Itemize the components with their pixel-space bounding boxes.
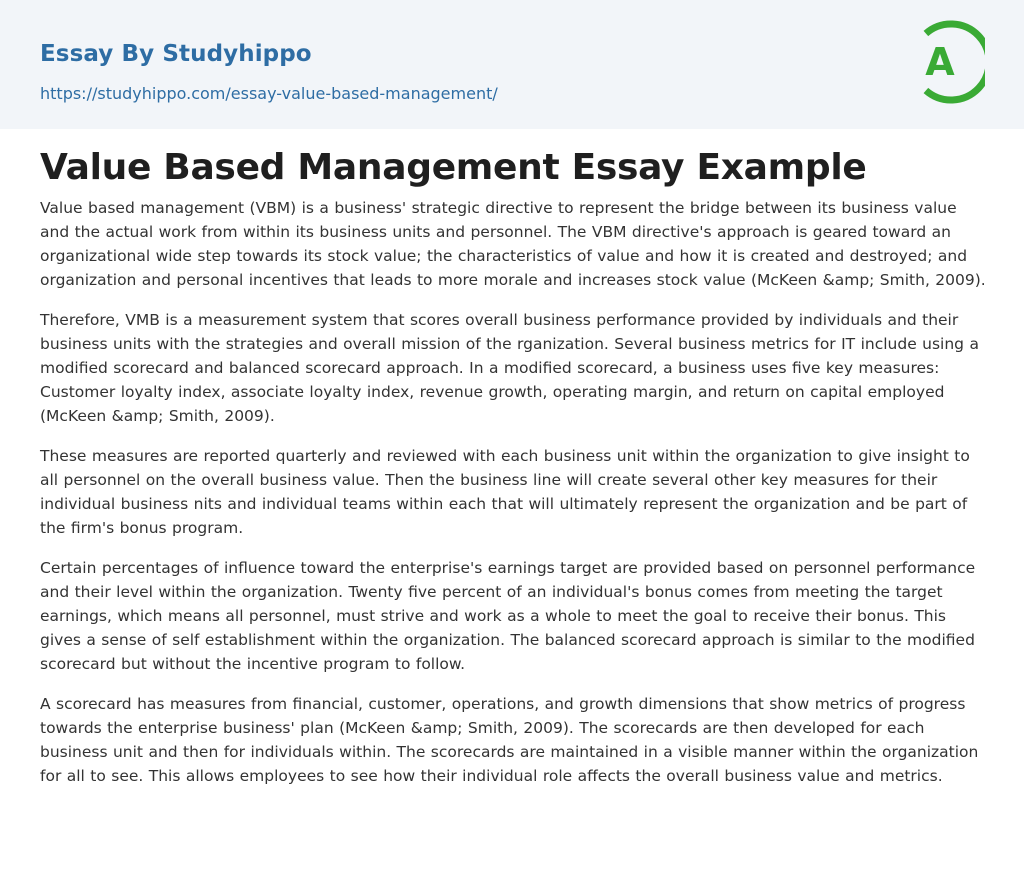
studyhippo-logo-icon[interactable] <box>913 20 985 104</box>
essay-url-link[interactable]: https://studyhippo.com/essay-value-based-management/ <box>40 84 498 103</box>
paragraph-3: These measures are reported quarterly and reviewed with each business unit within the organization to give insight to all personnel on the overall business value. Then the business line will create several other key measures for their individual business nits and individual teams within each that will ultimately represent the organization and be part of the firm's bonus program. <box>40 447 970 537</box>
article-body <box>40 146 990 804</box>
paragraph-2: Therefore, VMB is a measurement system that scores overall business performance provided by individuals and their business units with the strategies and overall mission of the rganization. Several business metrics for IT include using a modified scorecard and balanced scorecard approach. In a modified scorecard, a business uses five key measures: Customer loyalty index, associate loyalty index, revenue growth, operating margin, and return on capital employed (McKeen &amp; Smith, 2009). <box>40 311 979 425</box>
page-header <box>0 0 1024 129</box>
page-title: Value Based Management Essay Example <box>40 147 867 188</box>
paragraph-1: Value based management (VBM) is a business' strategic directive to represent the bridge between its business value and the actual work from within its business units and personnel. The VBM directive's approach is geared toward an organizational wide step towards its stock value; the characteristics of value and how it is created and destroyed; and organization and personal incentives that leads to more morale and increases stock value (McKeen &amp; Smith, 2009). <box>40 199 986 289</box>
paragraph-5: A scorecard has measures from financial, customer, operations, and growth dimensions that show metrics of progress towards the enterprise business' plan (McKeen &amp; Smith, 2009). The scorecards are then developed for each business unit and then for individuals within. The scorecards are maintained in a visible manner within the organization for all to see. This allows employees to see how their individual role affects the overall business value and metrics. <box>40 695 979 785</box>
brand-title[interactable]: Essay By Studyhippo <box>40 41 312 67</box>
paragraph-4: Certain percentages of influence toward the enterprise's earnings target are provided based on personnel performance and their level within the organization. Twenty five percent of an individual's bonus comes from meeting the target earnings, which means all personnel, must strive and work as a whole to meet the goal to receive their bonus. This gives a sense of self establishment within the organization. The balanced scorecard approach is similar to the modified scorecard but without the incentive program to follow. <box>40 559 976 673</box>
logo-letter: A <box>925 40 955 84</box>
